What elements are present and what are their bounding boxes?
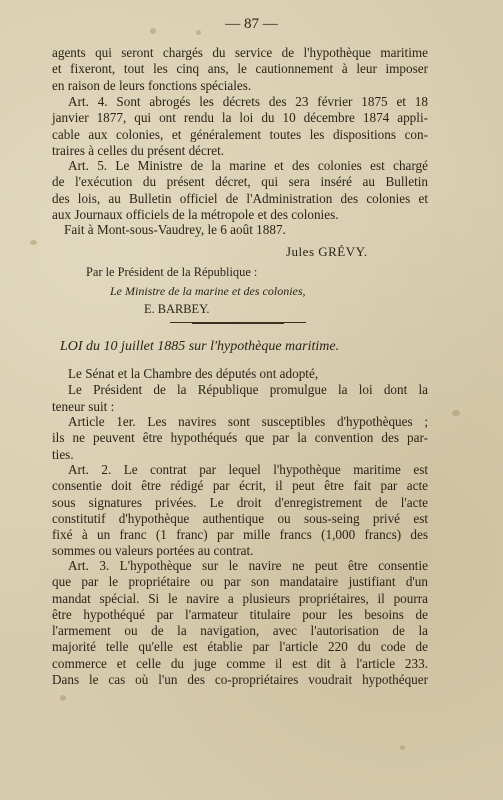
signature-president: Jules GRÉVY. bbox=[286, 244, 368, 259]
text-line: Art. 5. Le Ministre de la marine et des colonies est chargé bbox=[68, 158, 428, 173]
text-line: l'armement ou de la navigation, avec l'autorisation de la bbox=[52, 623, 428, 639]
text-line: ties. bbox=[52, 446, 74, 462]
text-line: consentie doit être rédigé par écrit, il peut être fait par acte bbox=[52, 478, 428, 494]
text-line: Le Sénat et la Chambre des députés ont adopté, bbox=[68, 366, 319, 381]
text-line: Article 1er. Les navires sont susceptibles d'hypothèques ; bbox=[68, 414, 428, 429]
text-line: ils ne peuvent être hypothéqués que par la convention des par- bbox=[52, 430, 428, 446]
text-line: janvier 1877, qui ont rendu la loi du 10 décembre 1874 appli- bbox=[52, 110, 428, 126]
article-3 bbox=[52, 558, 428, 688]
foxing-spot bbox=[60, 695, 66, 701]
text-line: sommes ou valeurs portées au contrat. bbox=[52, 543, 254, 559]
text-line: mandat spécial. Si le navire a plusieurs propriétaires, il pourra bbox=[52, 590, 428, 606]
article-5 bbox=[52, 158, 428, 223]
law-preamble bbox=[52, 366, 428, 415]
text-line: en raison de leurs fonctions spéciales. bbox=[52, 77, 252, 93]
foxing-spot bbox=[452, 410, 460, 416]
text-line: Le Président de la République promulgue la loi dont la bbox=[68, 382, 428, 398]
paragraph-continuation bbox=[52, 45, 428, 94]
countersign-heading: Par le Président de la République : bbox=[86, 265, 258, 279]
page-number: — 87 — bbox=[225, 16, 278, 32]
text-line: teneur suit : bbox=[52, 398, 115, 414]
text-line: agents qui seront chargés du service de l'hypothèque maritime bbox=[52, 45, 428, 60]
article-1 bbox=[52, 414, 428, 463]
signature-minister: E. BARBEY. bbox=[144, 302, 210, 316]
text-line: Art. 4. Sont abrogés les décrets des 23 février 1875 et 18 bbox=[68, 94, 428, 109]
law-title: LOI du 10 juillet 1885 sur l'hypothèque maritime. bbox=[60, 339, 340, 354]
text-line: majorité telle qu'elle est établie par l'article 220 du code de bbox=[52, 639, 428, 655]
text-line: de l'exécution du présent décret, qui sera inséré au Bulletin bbox=[52, 174, 428, 190]
text-line: fixé à un franc (1 franc) par mille francs (1,000 francs) des bbox=[52, 527, 428, 543]
text-line: cable aux colonies, et généralement toutes les dispositions con- bbox=[52, 126, 428, 142]
foxing-spot bbox=[30, 240, 37, 245]
article-2 bbox=[52, 462, 428, 560]
text-line: sous signatures privées. Le droit d'enregistrement de l'acte bbox=[52, 494, 428, 510]
text-line: être hypothéqué par l'armateur titulaire pour les besoins de bbox=[52, 606, 428, 622]
foxing-spot bbox=[400, 745, 405, 750]
text-line: Art. 3. L'hypothèque sur le navire ne peut être consentie bbox=[68, 558, 428, 573]
text-line: commerce et celle du juge comme il est dit à l'article 233. bbox=[52, 655, 428, 671]
text-line: des lois, au Bulletin officiel de l'Administration des colonies et bbox=[52, 190, 428, 206]
place-date-line: Fait à Mont-sous-Vaudrey, le 6 août 1887. bbox=[64, 222, 286, 237]
text-line: traires à celles du présent décret. bbox=[52, 142, 225, 158]
minister-title: Le Ministre de la marine et des colonies, bbox=[110, 284, 306, 298]
text-line: Art. 2. Le contrat par lequel l'hypothèque maritime est bbox=[68, 462, 428, 477]
text-line: Dans le cas où l'un des co-propriétaires voudrait hypothéquer bbox=[52, 672, 428, 688]
text-line: aux Journaux officiels de la métropole et des colonies. bbox=[52, 206, 339, 222]
article-4 bbox=[52, 94, 428, 159]
text-line: et fixeront, tout les cinq ans, le cautionnement à leur imposer bbox=[52, 61, 428, 77]
text-line: que par le propriétaire ou par son mandataire justifiant d'un bbox=[52, 574, 428, 590]
section-divider bbox=[192, 322, 284, 324]
text-line: constitutif d'hypothèque authentique ou sous-seing privé est bbox=[52, 510, 428, 526]
